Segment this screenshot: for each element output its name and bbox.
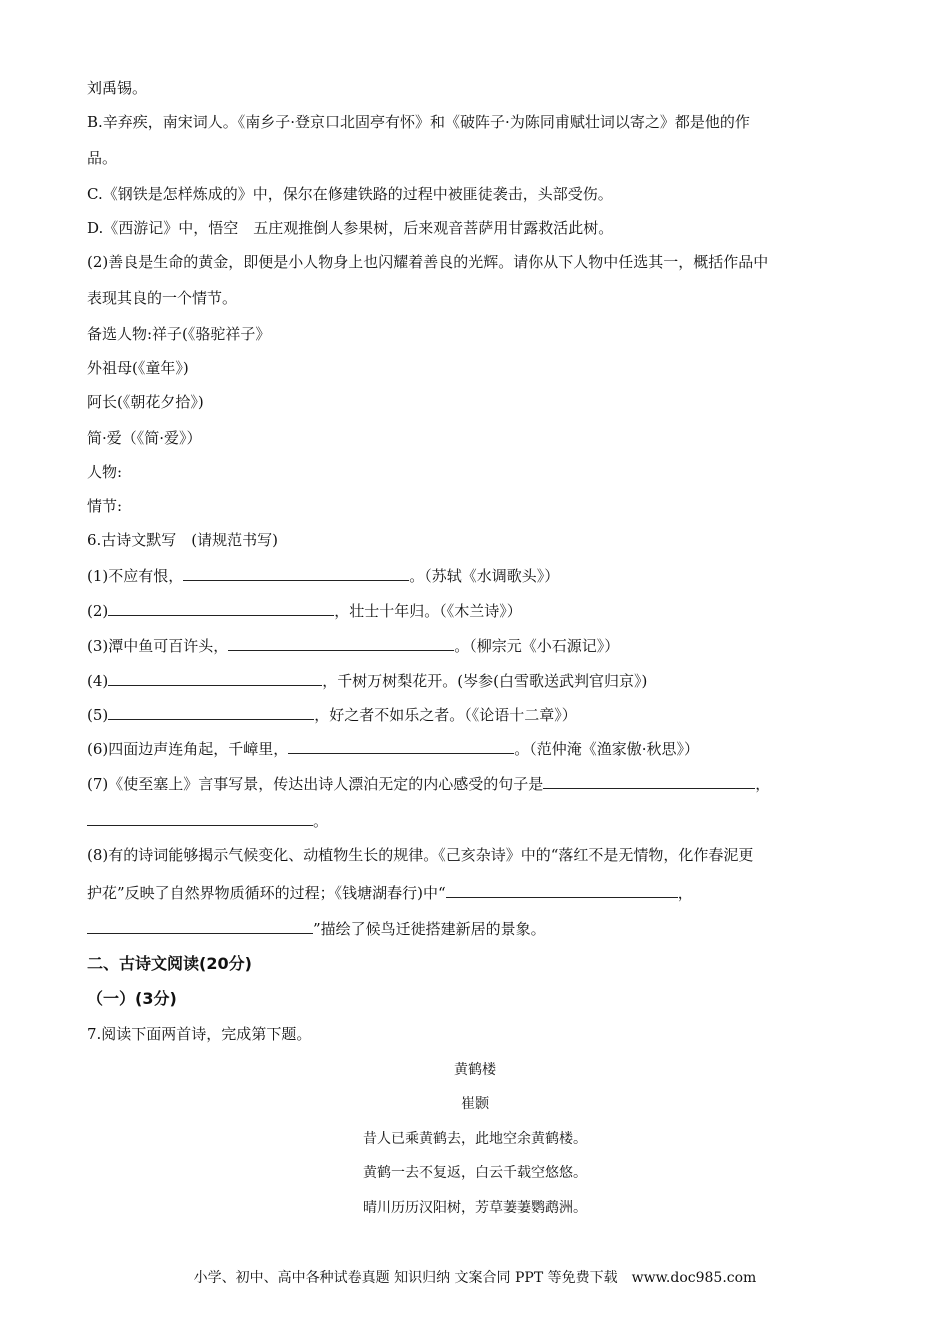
- answer-blank[interactable]: [228, 635, 454, 651]
- option-a-tail: 刘禹锡。: [87, 79, 148, 97]
- q6-item1-post: 。（苏轼《水调歌头》）: [409, 567, 560, 585]
- q6-title: 6.古诗文默写 (请规范书写): [87, 531, 279, 549]
- answer-blank[interactable]: [108, 704, 314, 720]
- person-label: 人物:: [87, 463, 123, 481]
- poem-line: 昔人已乘黄鹤去，此地空余黄鹤楼。: [363, 1131, 587, 1147]
- q6-item6-post: 。（范仲淹《渔家傲·秋思》）: [514, 740, 700, 758]
- q6-item7-pre: (7)《使至塞上》言事写景，传达出诗人漂泊无定的内心感受的句子是: [87, 775, 544, 793]
- q5-2-prompt-line1: (2)善良是生命的黄金，即便是小人物身上也闪耀着善良的光辉。请你从下人物中任选其一，概括作品中: [87, 253, 769, 271]
- poem-line: 黄鹤一去不复返，白云千载空悠悠。: [363, 1165, 587, 1181]
- q6-item6: [87, 738, 699, 759]
- candidates-label: 备选人物:祥子(《骆驼祥子》: [87, 325, 271, 343]
- poem-line: 晴川历历汉阳树，芳草萋萋鹦鹉洲。: [363, 1200, 587, 1216]
- option-c: C.《钢铁是怎样炼成的》中，保尔在修建铁路的过程中被匪徒袭击，头部受伤。: [87, 185, 613, 203]
- answer-blank[interactable]: [183, 565, 409, 581]
- answer-blank[interactable]: [87, 918, 313, 934]
- answer-blank[interactable]: [108, 600, 334, 616]
- answer-blank[interactable]: [87, 810, 313, 826]
- q6-item7-mid: ，: [755, 775, 771, 793]
- q6-item8-line2-post: ，: [677, 884, 693, 902]
- candidate-3: 阿长(《朝花夕拾》): [87, 393, 204, 411]
- candidate-4: 简·爱（《简·爱》）: [87, 429, 202, 447]
- q6-item1: [87, 565, 559, 586]
- q6-item4: [87, 670, 647, 691]
- q6-item2-pre: (2): [87, 602, 109, 620]
- q6-item3: [87, 635, 619, 656]
- q6-item4-pre: (4): [87, 672, 109, 690]
- q6-item7: [87, 773, 770, 794]
- q6-item8-line2: [87, 882, 693, 903]
- q6-item5-post: ，好之者不如乐之者。（《论语十二章》）: [314, 706, 577, 724]
- answer-blank[interactable]: [543, 773, 755, 789]
- q6-item7-line2: [87, 810, 328, 831]
- poem-author: 崔颢: [461, 1096, 489, 1112]
- section2-subtitle: （一）(3分): [87, 989, 177, 1008]
- q6-item2-post: ，壮士十年归。（《木兰诗》）: [334, 602, 522, 620]
- option-b-line1: B.辛弃疾，南宋词人。《南乡子·登京口北固亭有怀》和《破阵子·为陈同甫赋壮词以寄之》都是他的作: [87, 113, 750, 131]
- candidate-2: 外祖母(《童年》): [87, 359, 189, 377]
- q5-2-prompt-line2: 表现其良的一个情节。: [87, 289, 238, 307]
- q6-item8-line3: [87, 918, 546, 939]
- q6-item7-end: 。: [313, 812, 329, 830]
- q6-item5: [87, 704, 577, 725]
- q6-item6-pre: (6)四面边声连角起，千嶂里，: [87, 740, 289, 758]
- option-d: D.《西游记》中，悟空 五庄观推倒人参果树，后来观音菩萨用甘露救活此树。: [87, 219, 614, 237]
- footer-text: 小学、初中、高中各种试卷真题 知识归纳 文案合同 PPT 等免费下载 www.doc985.com: [193, 1270, 757, 1286]
- q6-item8-line1: (8)有的诗词能够揭示气候变化、动植物生长的规律。《己亥杂诗》中的“落红不是无情物，化作春泥更: [87, 846, 754, 864]
- option-b-line2: 品。: [87, 149, 118, 167]
- q6-item5-pre: (5): [87, 706, 109, 724]
- q6-item1-pre: (1)不应有恨，: [87, 567, 184, 585]
- answer-blank[interactable]: [288, 738, 514, 754]
- q6-item8-line2-pre: 护花”反映了自然界物质循环的过程；《钱塘湖春行)中“: [87, 884, 446, 902]
- q6-item3-pre: (3)潭中鱼可百许头，: [87, 637, 229, 655]
- q7-prompt: 7.阅读下面两首诗，完成第下题。: [87, 1025, 312, 1043]
- q6-item2: [87, 600, 522, 621]
- poem-title: 黄鹤楼: [454, 1062, 496, 1078]
- answer-blank[interactable]: [108, 670, 322, 686]
- plot-label: 情节:: [87, 497, 123, 515]
- q6-item8-line3-post: ”描绘了候鸟迁徙搭建新居的景象。: [313, 920, 546, 938]
- section2-title: 二、古诗文阅读(20分): [87, 954, 252, 973]
- answer-blank[interactable]: [446, 882, 678, 898]
- q6-item3-post: 。（柳宗元《小石源记》）: [454, 637, 620, 655]
- q6-item4-post: ，千树万树梨花开。(岑参(白雪歌送武判官归京》): [322, 672, 648, 690]
